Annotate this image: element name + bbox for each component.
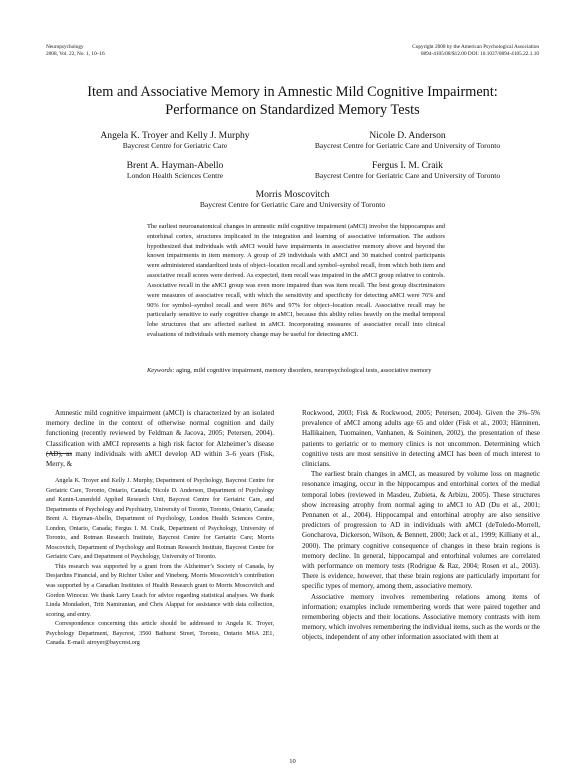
- body-column-right: [302, 408, 540, 643]
- title-line-2: Performance on Standardized Memory Tests: [165, 101, 420, 118]
- author-names: Angela K. Troyer and Kelly J. Murphy: [100, 130, 250, 141]
- footnote-paragraph: Correspondence concerning this article should be addressed to Angela K. Troyer, Psychology Department, Baycrest, 3560 Bathurst Street, Toronto, Ontario M6A 2E1, Canada. E-mail: atroyer@baycrest.org: [46, 621, 274, 647]
- author-affiliation: Baycrest Centre for Geriatric Care and University of Toronto: [314, 141, 501, 150]
- journal-name: Neuropsychology: [46, 44, 84, 50]
- copyright-header: [412, 44, 539, 57]
- author-affiliation: Baycrest Centre for Geriatric Care: [122, 141, 228, 150]
- keywords-text: aging, mild cognitive impairment, memory disorders, neuropsychological tests, associative memory: [176, 367, 432, 374]
- body-paragraph: Amnestic mild cognitive impairment (aMCI) is characterized by an isolated memory decline in the context of otherwise normal cognition and daily functioning (recently reviewed by Feldman & Jacova, 2005; Petersen, 2004). Classification with aMCI represents a high risk factor for Alzheimer’s disease (AD), as many individuals with aMCI develop AD within 3–6 years (Fisk, Merry, &: [46, 409, 274, 469]
- author-affiliation: London Health Sciences Centre: [126, 171, 224, 180]
- body-paragraph: Rockwood, 2003; Fisk & Rockwood, 2005; Petersen, 2004). Given the 3%–5% prevalence of aMCI among adults age 65 and older (Fisk et al., 2003; Hänninen, Hallikainen, Tuomainen, Vanhanen, & Soininen, 2002), the presentation of these patients to geriatric or to memory clinics is not uncommon. Determining which cognitive tests are most sensitive in detecting aMCI has been of much interest to clinicians.: [302, 409, 540, 469]
- author-names: Morris Moscovitch: [255, 189, 330, 200]
- page-number: 10: [289, 758, 296, 765]
- author-affiliation: Baycrest Centre for Geriatric Care and University of Toronto: [314, 171, 501, 180]
- issn-doi-line: 0894-4105/08/$12.00 DOI: 10.1037/0894-4105.22.1.10: [420, 50, 539, 57]
- keywords: [147, 366, 445, 376]
- footnote-paragraph: Angela K. Troyer and Kelly J. Murphy, Department of Psychology, Baycrest Centre for Geriatric Care, Toronto, Ontario, Canada; Nicole D. Anderson, Department of Psychology and Kunin-Lunenfeld Applied Research Unit, Baycrest Centre for Geriatric Care, and Departments of Psychology and Psychiatry, University of Toronto, Toronto, Ontario, Canada; Brent A. Hayman-Abello, Department of Psychology, London Health Sciences Centre, London, Ontario, Canada; Fergus I. M. Craik, Department of Psychology, University of Toronto, and Rotman Research Institute, Baycrest Centre for Geriatric Care; Morris Moscovitch, Department of Psychology and Rotman Research Institute, Baycrest Centre for Geriatric Care, and Department of Psychology, University of Toronto.: [46, 478, 274, 561]
- abstract-text: The earliest neuroanatomical changes in amnestic mild cognitive impairment (aMCI) involve the hippocampus and entorhinal cortex, structures implicated in the integration and learning of associative information. The authors hypothesized that individuals with aMCI would have impairments in associative memory above and beyond the known impairments in item memory. A group of 29 individuals with aMCI and 30 matched control participants were administered standardized tests of object–location recall and symbol–symbol recall, from which both item and associative recall scores were derived. As expected, item recall was impaired in the aMCI group relative to controls. Associative recall in the aMCI group was even more impaired than was item recall. The best group discriminators were measures of associative recall, with which the sensitivity and specificity for detecting aMCI were 76% and 90% for symbol–symbol recall and were 86% and 97% for object–location recall. Associative recall may be particularly sensitive to early cognitive change in aMCI, because this ability relies heavily on the medial temporal lobe structures that are affected earliest in aMCI. Incorporating measures of associative recall into clinical evaluations of individuals with memory change may be useful for detecting aMCI.: [147, 223, 445, 338]
- footnote-paragraph: This research was supported by a grant from the Alzheimer’s Society of Canada, by Desjardins Financial, and by Richter Usher and Vineberg. Morris Moscovitch’s contribution was supported by a Canadian Institutes of Health Research grant to Morris Moscovitch and Gordon Winocur. We thank Larry Leach for advice regarding statistical analyses. We thank Linda Mondadori, Tritt Namiranian, and Chris Alappat for assistance with data collection, scoring, and entry.: [46, 563, 274, 618]
- footnote-divider: [46, 453, 72, 454]
- author-affiliation: Baycrest Centre for Geriatric Care and University of Toronto: [199, 200, 386, 209]
- body-column-left: [46, 408, 274, 469]
- article-title: [40, 84, 545, 119]
- keywords-label: Keywords:: [147, 367, 175, 374]
- body-paragraph: The earliest brain changes in aMCI, as measured by volume loss on magnetic resonance imaging, occur in the hippocampus and entorhinal cortex of the medial temporal lobes (reviewed in Masdeu, Zubieta, & Arbizu, 2005). These structures show increasing atrophy from normal aging to aMCI to AD (Du et al., 2001; Pennanen et al., 2004). Hippocampal and entorhinal atrophy are also sensitive predictors of progression to AD in individuals with aMCI (deToledo-Morrell, Goncharova, Dickerson, Wilson, & Bennett, 2000; Jack et al., 1999; Killiany et al., 2000). The primary cognitive consequence of changes in these brain regions is memory decline. In general, hippocampal and entorhinal volumes are correlated with performance on memory tests (Rodrigue & Raz, 2004; Rosen et al., 2003). There is evidence, however, that these brain regions are particularly important for specific types of memory, among them, associative memory.: [302, 470, 540, 591]
- volume-issue: 2008, Vol. 22, No. 1, 10–16: [46, 50, 105, 57]
- author-names: Fergus I. M. Craik: [372, 160, 443, 171]
- author-names: Nicole D. Anderson: [369, 130, 446, 141]
- author-names: Brent A. Hayman-Abello: [126, 160, 224, 171]
- body-paragraph: Associative memory involves remembering relations among items of information; examples include remembering words that were paired together and remembering objects and their locations. Associative memory contrasts with item memory, which involves remembering the individual items, such as the words or the objects, independent of any other information associated with them at: [302, 592, 540, 642]
- title-line-1: Item and Associative Memory in Amnestic Mild Cognitive Impairment:: [87, 84, 498, 100]
- journal-citation-header: [46, 44, 105, 57]
- author-note-footnotes: [46, 477, 274, 649]
- copyright-line: Copyright 2008 by the American Psychological Association: [412, 44, 539, 50]
